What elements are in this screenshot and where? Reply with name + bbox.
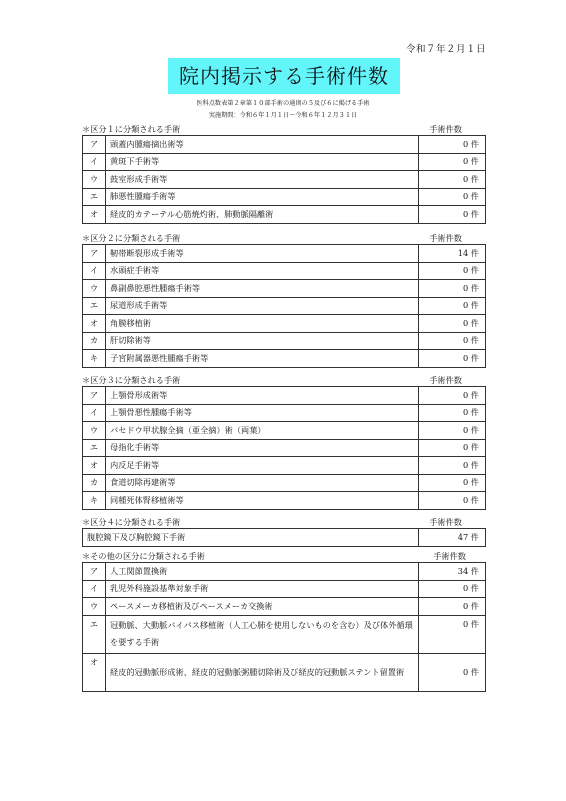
surgery-count: 0 件: [419, 262, 486, 280]
table-row: [83, 422, 486, 440]
surgery-count: 0 件: [419, 422, 486, 440]
surgery-name: 肺悪性腫瘍手術等: [106, 188, 419, 206]
table-row: [83, 332, 486, 350]
row-letter: キ: [83, 350, 106, 368]
row-letter: ア: [83, 563, 106, 581]
surgery-name: 上顎骨悪性腫瘍手術等: [106, 404, 419, 422]
surgery-count: 0 件: [419, 315, 486, 333]
row-letter: ア: [83, 136, 106, 154]
surgery-name: 乳児外科施設基準対象手術: [106, 580, 419, 598]
surgery-name: 靭帯断裂形成手術等: [106, 245, 419, 263]
table-row: [83, 404, 486, 422]
section-title: ＊区分４に分類される手術: [82, 517, 181, 527]
section-category-3: [82, 374, 486, 510]
section-header: [82, 123, 486, 135]
section-title: ＊区分３に分類される手術: [82, 375, 181, 385]
surgery-count: 0 件: [419, 598, 486, 616]
surgery-table: [82, 135, 486, 224]
row-letter: ウ: [83, 280, 106, 298]
row-letter: キ: [83, 492, 106, 510]
surgery-name: 経皮的冠動脈形成術、経皮的冠動脈粥腫切除術及び経皮的冠動脈ステント留置術: [106, 653, 419, 691]
surgery-count: 0 件: [419, 350, 486, 368]
surgery-name: 黄斑下手術等: [106, 153, 419, 171]
surgery-count: 0 件: [419, 580, 486, 598]
section-title: ＊区分２に分類される手術: [82, 233, 181, 243]
surgery-name: 人工関節置換術: [106, 563, 419, 581]
document-date: 令和７年２月１日: [405, 44, 486, 55]
surgery-count: 0 件: [419, 492, 486, 510]
table-row: [83, 529, 486, 547]
surgery-name: 角膜移植術: [106, 315, 419, 333]
row-letter: ウ: [83, 422, 106, 440]
row-letter: オ: [83, 653, 106, 691]
section-title: ＊その他の区分に分類される手術: [82, 551, 205, 561]
surgery-name: 肝切除術等: [106, 332, 419, 350]
column-header-count: 手術件数: [433, 551, 466, 561]
section-category-1: [82, 123, 486, 224]
row-letter: ウ: [83, 598, 106, 616]
surgery-name: 内反足手術等: [106, 457, 419, 475]
surgery-table: [82, 562, 486, 692]
surgery-name: 水頭症手術等: [106, 262, 419, 280]
row-letter: イ: [83, 153, 106, 171]
surgery-count: 0 件: [419, 153, 486, 171]
surgery-count: 0 件: [419, 332, 486, 350]
surgery-count: 0 件: [419, 474, 486, 492]
row-letter: ア: [83, 387, 106, 405]
row-letter: オ: [83, 315, 106, 333]
surgery-name: 同種死体腎移植術等: [106, 492, 419, 510]
surgery-count: 0 件: [419, 615, 486, 653]
row-letter: カ: [83, 332, 106, 350]
table-row: [83, 474, 486, 492]
table-row: [83, 492, 486, 510]
section-category-4: [82, 516, 486, 547]
surgery-name: 母指化手術等: [106, 439, 419, 457]
surgery-name: 冠動脈、大動脈バイパス移植術（人工心肺を使用しないものを含む）及び体外循環を要する手術: [106, 615, 419, 653]
surgery-count: 0 件: [419, 280, 486, 298]
row-letter: オ: [83, 457, 106, 475]
surgery-count: 34 件: [419, 563, 486, 581]
table-row: [83, 297, 486, 315]
surgery-count: 47 件: [419, 529, 486, 547]
row-letter: イ: [83, 580, 106, 598]
surgery-name: 鼻副鼻腔悪性腫瘍手術等: [106, 280, 419, 298]
surgery-table: [82, 386, 486, 510]
column-header-count: 手術件数: [429, 517, 462, 527]
surgery-table: [82, 528, 486, 547]
surgery-name: 鼓室形成手術等: [106, 171, 419, 189]
section-title: ＊区分１に分類される手術: [82, 124, 181, 134]
surgery-count: 0 件: [419, 206, 486, 224]
surgery-name: 経皮的カテーテル心筋焼灼術、肺動脈隔離術: [106, 206, 419, 224]
surgery-count: 0 件: [419, 188, 486, 206]
column-header-count: 手術件数: [429, 375, 462, 385]
table-row: [83, 315, 486, 333]
surgery-name: 上顎骨形成術等: [106, 387, 419, 405]
table-row: [83, 171, 486, 189]
table-row: [83, 457, 486, 475]
row-letter: ウ: [83, 171, 106, 189]
row-letter: エ: [83, 297, 106, 315]
row-letter: エ: [83, 439, 106, 457]
table-row: [83, 188, 486, 206]
table-row: [83, 439, 486, 457]
row-letter: オ: [83, 206, 106, 224]
surgery-count: 0 件: [419, 387, 486, 405]
table-row: [83, 563, 486, 581]
table-row: [83, 136, 486, 154]
surgery-count: 0 件: [419, 439, 486, 457]
surgery-name: 子宮附属器悪性腫瘍手術等: [106, 350, 419, 368]
row-letter: カ: [83, 474, 106, 492]
row-letter: エ: [83, 615, 106, 653]
table-row: [83, 206, 486, 224]
surgery-count: 0 件: [419, 457, 486, 475]
table-row: [83, 598, 486, 616]
table-row: [83, 262, 486, 280]
section-header: [82, 374, 486, 386]
row-letter: エ: [83, 188, 106, 206]
row-letter: イ: [83, 262, 106, 280]
surgery-name: バセドウ甲状腺全摘（亜全摘）術（両葉）: [106, 422, 419, 440]
surgery-name: 頭蓋内腫瘍摘出術等: [106, 136, 419, 154]
column-header-count: 手術件数: [429, 233, 462, 243]
section-category-other: [82, 550, 486, 692]
section-category-2: [82, 232, 486, 368]
table-row: [83, 280, 486, 298]
surgery-name: 腹腔鏡下及び胸腔鏡下手術: [83, 529, 419, 547]
surgery-name: 食道切除再建術等: [106, 474, 419, 492]
surgery-count: 0 件: [419, 404, 486, 422]
table-row: [83, 653, 486, 691]
surgery-name: ペースメーカ移植術及びペースメーカ交換術: [106, 598, 419, 616]
table-row: [83, 580, 486, 598]
section-header: [82, 516, 486, 528]
surgery-count: 14 件: [419, 245, 486, 263]
subtitle-period: 実施期間：令和６年１月１日〜令和６年１２月３１日: [208, 112, 358, 119]
subtitle-basis: 医科点数表第２章第１０部手術の通則の５及び６に掲げる手術: [196, 100, 370, 107]
row-letter: ア: [83, 245, 106, 263]
table-row: [83, 387, 486, 405]
column-header-count: 手術件数: [429, 124, 462, 134]
row-letter: イ: [83, 404, 106, 422]
section-header: [82, 550, 486, 562]
surgery-count: 0 件: [419, 136, 486, 154]
surgery-count: 0 件: [419, 653, 486, 691]
surgery-count: 0 件: [419, 297, 486, 315]
table-row: [83, 615, 486, 653]
table-row: [83, 350, 486, 368]
surgery-name: 尿道形成手術等: [106, 297, 419, 315]
page-title: 院内掲示する手術件数: [168, 58, 400, 94]
surgery-table: [82, 244, 486, 368]
section-header: [82, 232, 486, 244]
surgery-count: 0 件: [419, 171, 486, 189]
table-row: [83, 245, 486, 263]
table-row: [83, 153, 486, 171]
